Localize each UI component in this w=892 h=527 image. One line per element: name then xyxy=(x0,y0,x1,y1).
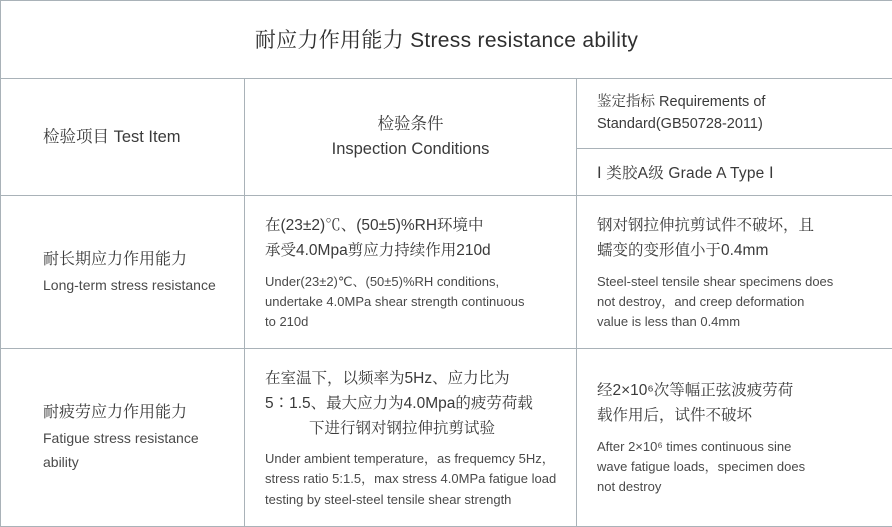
table-header-row xyxy=(1,79,892,149)
table-title-row xyxy=(1,1,892,79)
header-grade: Ⅰ 类胶A级 Grade A Type Ⅰ xyxy=(577,148,892,195)
row2-test-item xyxy=(1,348,245,526)
row1-conditions xyxy=(245,195,577,348)
row1-requirement-cn-line1: 钢对钢拉伸抗剪试件不破坏，且 xyxy=(597,214,876,239)
row2-condition-cn-line1: 在室温下，以频率为5Hz、应力比为 xyxy=(265,367,558,392)
row2-condition-en-line2: stress ratio 5:1.5，max stress 4.0MPa fatigue load xyxy=(265,469,558,489)
row1-requirement-en-line2: not destroy，and creep deformation xyxy=(597,292,876,312)
header-requirements xyxy=(577,79,892,149)
row1-condition-en-line3: to 210d xyxy=(265,312,558,332)
row2-condition-cn-line2: 5∶1.5、最大应力为4.0Mpa的疲劳荷载 xyxy=(265,392,558,417)
row2-requirement-cn-line1: 经2×10⁶次等幅正弦波疲劳荷 xyxy=(597,379,876,404)
row1-requirement-cn-line2: 蠕变的变形值小于0.4mm xyxy=(597,239,876,264)
row1-condition-cn-line2: 承受4.0Mpa剪应力持续作用210d xyxy=(265,239,558,264)
table-row xyxy=(1,195,892,348)
row2-test-item-en-line1: Fatigue stress resistance xyxy=(43,428,234,450)
header-requirements-line2: Standard(GB50728-2011) xyxy=(597,113,878,135)
row1-condition-en-line2: undertake 4.0MPa shear strength continuous xyxy=(265,292,558,312)
header-inspection-conditions-en: Inspection Conditions xyxy=(259,137,562,162)
row2-test-item-cn: 耐疲劳应力作用能力 xyxy=(43,401,234,426)
row2-requirement xyxy=(577,348,892,526)
row1-requirement-en-line1: Steel-steel tensile shear specimens does xyxy=(597,272,876,292)
header-inspection-conditions xyxy=(245,79,577,196)
row2-requirement-en-line1: After 2×10⁶ times continuous sine xyxy=(597,437,876,457)
row2-condition-cn-line3: 下进行钢对钢拉伸抗剪试验 xyxy=(265,417,558,442)
table-row xyxy=(1,348,892,526)
header-requirements-line1: 鉴定指标 Requirements of xyxy=(597,91,878,113)
row1-test-item xyxy=(1,195,245,348)
row2-requirement-en-line2: wave fatigue loads，specimen does xyxy=(597,457,876,477)
row2-test-item-en-line2: ability xyxy=(43,452,234,474)
table-title-cell xyxy=(1,1,892,79)
header-inspection-conditions-cn: 检验条件 xyxy=(259,112,562,137)
row1-condition-cn-line1: 在(23±2)℃、(50±5)%RH环境中 xyxy=(265,214,558,239)
row1-requirement xyxy=(577,195,892,348)
row2-requirement-cn-line2: 载作用后，试件不破坏 xyxy=(597,404,876,429)
row2-condition-en-line1: Under ambient temperature，as frequemcy 5Hz， xyxy=(265,449,558,469)
row1-test-item-en: Long-term stress resistance xyxy=(43,275,234,297)
header-test-item-label: 检验项目 Test Item xyxy=(43,128,181,146)
row1-requirement-en-line3: value is less than 0.4mm xyxy=(597,312,876,332)
row1-condition-en-line1: Under(23±2)℃、(50±5)%RH conditions, xyxy=(265,272,558,292)
row1-test-item-cn: 耐长期应力作用能力 xyxy=(43,248,234,273)
row2-condition-en-line3: testing by steel-steel tensile shear strength xyxy=(265,490,558,510)
header-test-item xyxy=(1,79,245,196)
table-title: 耐应力作用能力 Stress resistance ability xyxy=(255,29,638,52)
row2-requirement-en-line3: not destroy xyxy=(597,477,876,497)
row2-conditions xyxy=(245,348,577,526)
